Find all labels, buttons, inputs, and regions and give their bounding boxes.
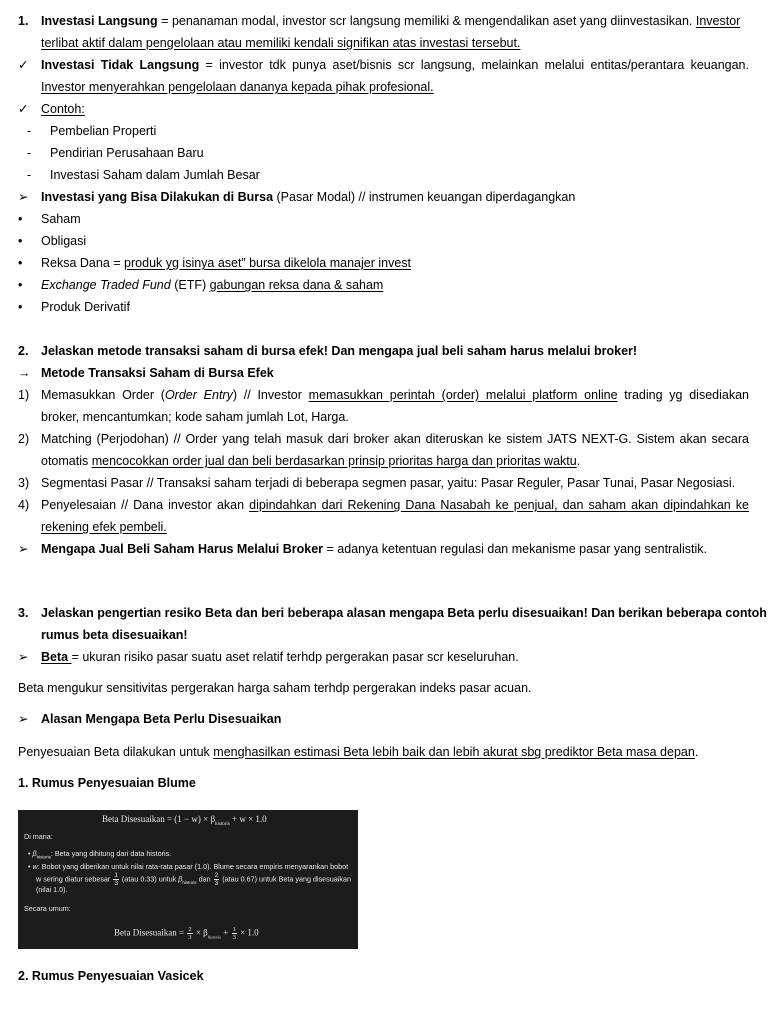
s3-rumus-blume-heading: 1. Rumus Penyesuaian Blume	[18, 776, 196, 790]
right-arrow-icon: →	[18, 366, 31, 380]
list-item: • Produk Derivatif	[0, 296, 768, 318]
s2-metode-heading: → Metode Transaksi Saham di Bursa Efek	[0, 362, 768, 384]
bullet-icon: •	[18, 256, 23, 270]
bullet-icon: •	[18, 212, 23, 226]
s1-tidak-langsung-line2: Investor menyerahkan pengelolaan dananya kepada pihak profesional.	[41, 80, 434, 94]
list-item: 4) Penyelesaian // Dana investor akan dipindahkan dari Rekening Dana Nasabah ke penjual, dan saham akan dipindahkan ke	[18, 498, 749, 512]
arrow-bullet-icon: ➢	[18, 542, 29, 556]
s3-number: 3.	[18, 606, 29, 620]
bullet-icon: •	[18, 300, 23, 314]
s1-contoh: ✓ Contoh:	[0, 98, 768, 120]
s1-heading-line	[0, 10, 768, 32]
dash-icon: -	[27, 146, 32, 160]
s3-question-line2: rumus beta disesuaikan!	[41, 628, 188, 642]
s3-penyesuaian: Penyesuaian Beta dilakukan untuk menghasilkan estimasi Beta lebih baik dan lebih akurat sbg prediktor Beta masa depan.	[18, 745, 699, 759]
dash-icon: -	[27, 168, 32, 182]
check-icon: ✓	[18, 58, 29, 72]
s3-alasan-heading: ➢ Alasan Mengapa Beta Perlu Disesuaikan	[0, 708, 768, 730]
arrow-bullet-icon: ➢	[18, 190, 29, 204]
dimana-label: Di mana:	[24, 832, 53, 841]
list-item: 1) Memasukkan Order (Order Entry) // Investor memasukkan perintah (order) melalui platform online trading yg disediakan	[18, 388, 749, 402]
bullet-icon: •	[18, 278, 23, 292]
general-formula: Beta Disesuaikan = $\frac{2}{3}$ × $\beta_{historis}$ + $\frac{1}{3}$ × 1.0	[114, 926, 259, 941]
list-item-cont: otomatis mencocokkan order jual dan beli berdasarkan prinsip prioritas harga dan prioritas waktu.	[41, 454, 581, 468]
blume-formula-image: Beta Disesuaikan = $(1 - w) \times \beta_{historis} + w \times 1.0$ Di mana: • $\beta_{historis}$: Beta yang dihitung dari data historis. • w: Bobot yang diberikan untuk nilai rata-rata pasar (1.0). Blume secara empiris menyarankan bobot w sering diatur sebesar $\frac{1}{3}$ (atau 0.33) untuk $\beta_{historis}$ dan $\frac{2}{3}$ (atau 0.67) untuk Beta yang disesuaikan (nilai 1.0). Secara umum: Beta Disesuaikan = $\frac{2}{3}$ × $\beta_{historis}$ + $\frac{1}{3}$ × 1.0	[18, 810, 358, 949]
s3-question: 3. Jelaskan pengertian resiko Beta dan beri beberapa alasan mengapa Beta perlu disesuaikan! Dan berikan beberapa contoh	[0, 602, 768, 624]
list-item: • Saham	[0, 208, 768, 230]
arrow-bullet-icon: ➢	[18, 650, 29, 664]
s1-number: 1.	[18, 14, 29, 28]
list-item: • Obligasi	[0, 230, 768, 252]
s3-beta-paragraph: Beta mengukur sensitivitas pergerakan harga saham terhdp pergerakan indeks pasar acuan.	[18, 681, 532, 695]
math-bullet: • $\beta_{historis}$: Beta yang dihitung dari data historis.	[28, 849, 172, 860]
list-item: - Pembelian Properti	[0, 120, 768, 142]
list-item: - Pendirian Perusahaan Baru	[0, 142, 768, 164]
s2-question: 2. Jelaskan metode transaksi saham di bursa efek! Dan mengapa jual beli saham harus melalui broker!	[0, 340, 768, 362]
check-icon: ✓	[18, 102, 29, 116]
s1-bursa: ➢ Investasi yang Bisa Dilakukan di Bursa (Pasar Modal) // instrumen keuangan diperdagangkan	[0, 186, 768, 208]
arrow-bullet-icon: ➢	[18, 712, 29, 726]
math-bullet: • w: Bobot yang diberikan untuk nilai rata-rata pasar (1.0). Blume secara empiris menyarankan bobot	[28, 862, 349, 871]
blume-formula: Beta Disesuaikan = $(1 - w) \times \beta_{historis} + w \times 1.0$	[102, 814, 267, 827]
dash-icon: -	[27, 124, 32, 138]
bullet-icon: •	[18, 234, 23, 248]
math-bullet-cont: w sering diatur sebesar $\frac{1}{3}$ (atau 0.33) untuk $\beta_{historis}$ dan $\frac{2}{3}$ (atau 0.67) untuk Beta yang disesuaikan	[36, 872, 351, 887]
list-item-cont: rekening efek pembeli.	[41, 520, 167, 534]
s2-broker: ➢ Mengapa Jual Beli Saham Harus Melalui Broker = adanya ketentuan regulasi dan mekanisme pasar yang sentralistik.	[0, 538, 768, 560]
umum-label: Secara umum:	[24, 904, 71, 913]
s3-rumus-vasicek-heading: 2. Rumus Penyesuaian Vasicek	[18, 969, 204, 983]
s1-line2: terlibat aktif dalam pengelolaan atau memiliki kendali signifikan atas investasi tersebut.	[41, 36, 521, 50]
s1-line1: Investasi Langsung = penanaman modal, investor scr langsung memiliki & mengendalikan aset yang diinvestasikan. Investor	[41, 14, 741, 28]
s3-beta-def: ➢ Beta = ukuran risiko pasar suatu aset relatif terhdp pergerakan pasar scr keseluruhan.	[0, 646, 768, 668]
list-item-cont: broker, mencantumkan; kode saham jumlah Lot, Harga.	[41, 410, 349, 424]
s1-tidak-langsung: ✓ Investasi Tidak Langsung = investor tdk punya aset/bisnis scr langsung, melainkan melalui entitas/perantara keuangan.	[0, 54, 768, 76]
s2-number: 2.	[18, 344, 29, 358]
list-item: • Exchange Traded Fund (ETF) gabungan reksa dana & saham	[0, 274, 768, 296]
list-item: - Investasi Saham dalam Jumlah Besar	[0, 164, 768, 186]
list-item: • Reksa Dana = produk yg isinya aset” bursa dikelola manajer invest	[0, 252, 768, 274]
list-item: 2) Matching (Perjodohan) // Order yang telah masuk dari broker akan diteruskan ke sistem JATS NEXT-G. Sistem akan secara	[18, 432, 749, 446]
list-item: 3) Segmentasi Pasar // Transaksi saham terjadi di beberapa segmen pasar, yaitu: Pasar Reguler, Pasar Tunai, Pasar Negosiasi.	[18, 476, 736, 490]
